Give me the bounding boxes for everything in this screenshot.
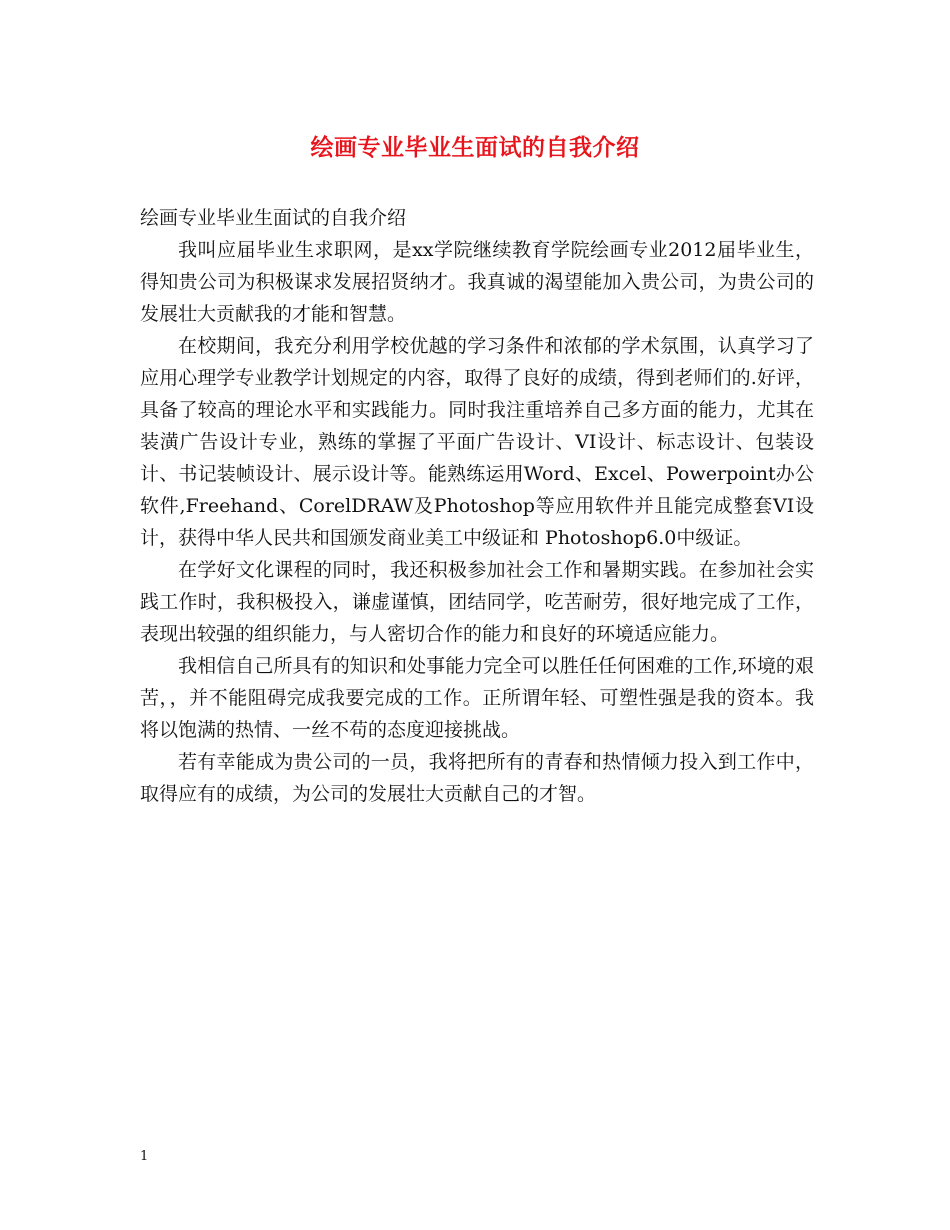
document-title: 绘画专业毕业生面试的自我介绍 [310, 134, 640, 161]
paragraph-closing: 若有幸能成为贵公司的一员，我将把所有的青春和热情倾力投入到工作中，取得应有的成绩，为公司的发展壮大贡献自己的才智。 [140, 751, 814, 805]
paragraph-introduction: 我叫应届毕业生求职网，是xx学院继续教育学院绘画专业2012届毕业生，得知贵公司为积极谋求发展招贤纳才。我真诚的渴望能加入贵公司，为贵公司的发展壮大贡献我的才能和智慧。 [140, 239, 814, 325]
document-body [140, 202, 814, 810]
document-subtitle: 绘画专业毕业生面试的自我介绍 [140, 207, 407, 229]
page-number: 1 [140, 1149, 149, 1164]
paragraph-confidence: 我相信自己所具有的知识和处事能力完全可以胜任任何困难的工作,环境的艰苦，，并不能阻碍完成我要完成的工作。正所谓年轻、可塑性强是我的资本。我将以饱满的热情、一丝不苟的态度迎接挑战。 [140, 655, 814, 741]
paragraph-school-period: 在校期间，我充分利用学校优越的学习条件和浓郁的学术氛围，认真学习了应用心理学专业教学计划规定的内容，取得了良好的成绩，得到老师们的.好评，具备了较高的理论水平和实践能力。同时我注重培养自己多方面的能力，尤其在装潢广告设计专业，熟练的掌握了平面广告设计、VI设计、标志设计、包装设计、书记装帧设计、展示设计等。能熟练运用Word、Excel、Powerpoint办公软件,Freehand、CorelDRAW及Photoshop等应用软件并且能完成整套VI设计，获得中华人民共和国颁发商业美工中级证和 Photoshop6.0中级证。 [140, 335, 814, 549]
paragraph-social-practice: 在学好文化课程的同时，我还积极参加社会工作和暑期实践。在参加社会实践工作时，我积极投入，谦虚谨慎，团结同学，吃苦耐劳，很好地完成了工作，表现出较强的组织能力，与人密切合作的能力和良好的环境适应能力。 [140, 559, 814, 645]
